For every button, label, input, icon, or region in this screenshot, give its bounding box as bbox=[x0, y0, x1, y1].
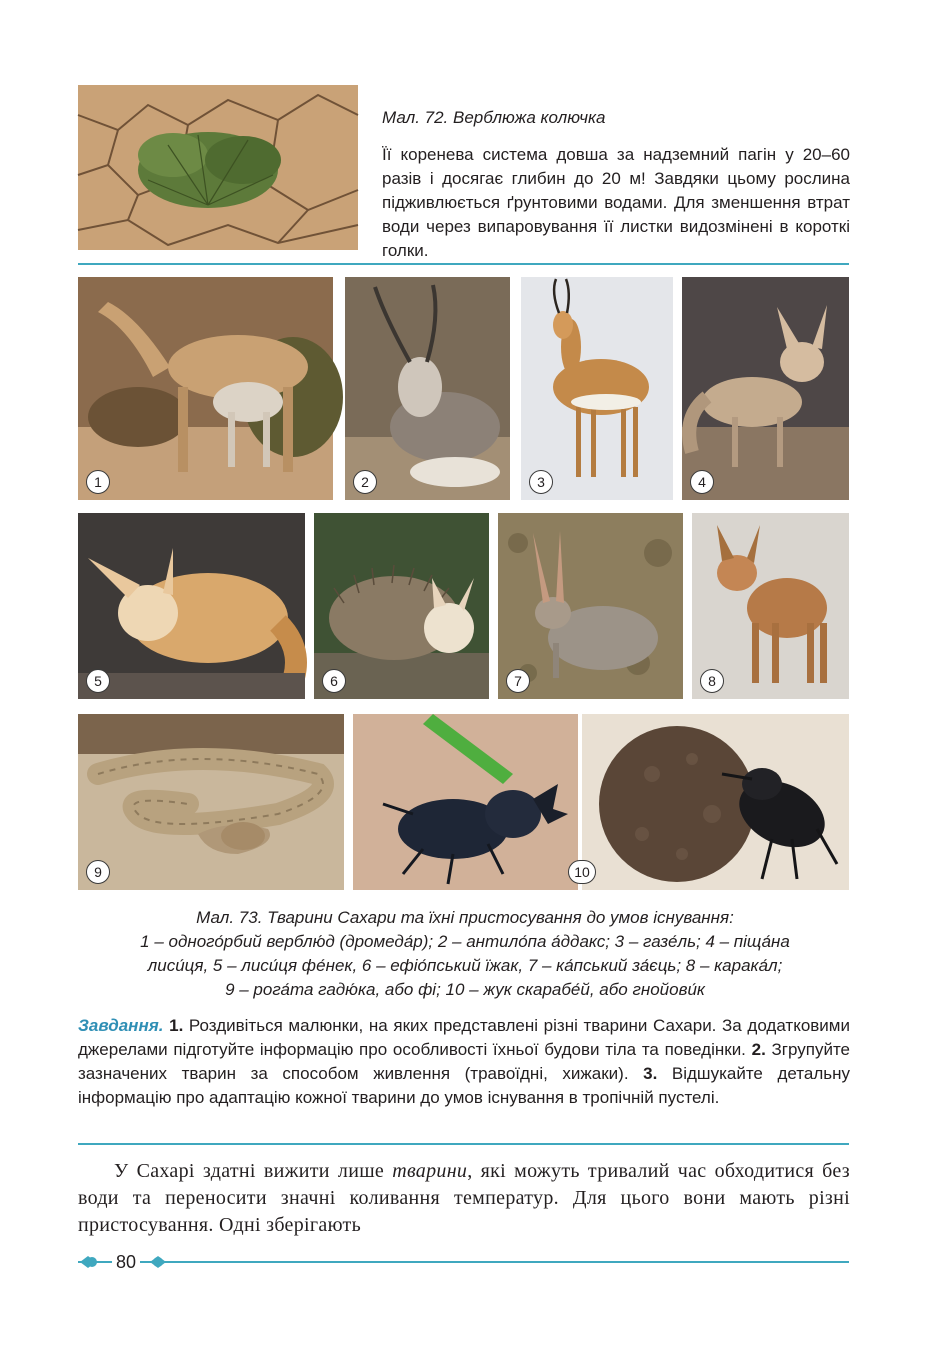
photo-number: 4 bbox=[690, 470, 714, 494]
task-text: Згрупуйте зазначених тварин за способом живлення (травоїдні, хижаки). bbox=[78, 1040, 851, 1083]
photo-fennec bbox=[78, 513, 305, 699]
photo-number: 2 bbox=[353, 470, 377, 494]
task-label: Завдання. bbox=[78, 1016, 164, 1035]
body-text-part: , які можуть тривалий час обходитися без води та переносити значні коливання температур. Для цього вони мають різні пристосування. Одні зберігають bbox=[78, 1160, 851, 1236]
task-divider bbox=[78, 1143, 849, 1145]
photo-number: 3 bbox=[529, 470, 553, 494]
photo-addax bbox=[345, 277, 510, 500]
photo-ethiopian-hedgehog bbox=[314, 513, 489, 699]
photo-number: 1 bbox=[86, 470, 110, 494]
body-text-part: У Сахарі здатні вижити лише bbox=[114, 1160, 393, 1182]
photo-dromedary bbox=[78, 277, 333, 500]
top-divider bbox=[78, 263, 849, 265]
body-paragraph bbox=[78, 1158, 850, 1239]
task-text: Роздивіться малюнки, на яких представлені різні тварини Сахари. За додатковими джерелами підготуйте інформацію про особливості їхньої будови тіла та поведінки. bbox=[78, 1016, 850, 1059]
photo-number: 8 bbox=[700, 669, 724, 693]
fig73-caption-line: 9 – рога́та гадю́ка, або фі; 10 – жук скарабе́й, або гнойови́к bbox=[225, 980, 705, 999]
photo-number: 10 bbox=[568, 860, 596, 884]
fig73-caption bbox=[70, 906, 860, 1002]
photo-number: 7 bbox=[506, 669, 530, 693]
body-emphasis: тварини bbox=[392, 1160, 468, 1182]
page-number: 80 bbox=[112, 1252, 140, 1272]
fig73-caption-line: 1 – одного́рбий верблю́д (дромеда́р); 2 – антило́па а́ддакс; 3 – газе́ль; 4 – піща́на bbox=[140, 932, 790, 951]
photo-cape-hare bbox=[498, 513, 683, 699]
fig73-caption-line: лиси́ця, 5 – лиси́ця фе́нек, 6 – ефіо́пський їжак, 7 – ка́пський за́єць; 8 – карака́л; bbox=[147, 956, 783, 975]
photo-number: 9 bbox=[86, 860, 110, 884]
task-number: 2. bbox=[751, 1040, 766, 1059]
photo-number: 5 bbox=[86, 669, 110, 693]
fig73-caption-line: Мал. 73. Тварини Сахари та їхні пристосування до умов існування: bbox=[196, 908, 734, 927]
photo-sand-fox bbox=[682, 277, 849, 500]
fig72-title: Мал. 72. Верблюжа колючка bbox=[382, 108, 606, 127]
page-footer-ornament bbox=[78, 1252, 849, 1272]
task-block bbox=[78, 1014, 850, 1110]
task-number: 1. bbox=[169, 1016, 184, 1035]
photo-number: 6 bbox=[322, 669, 346, 693]
task-number: 3. bbox=[643, 1064, 658, 1083]
photo-beetle bbox=[353, 714, 578, 890]
photo-caracal bbox=[692, 513, 849, 699]
camel-thorn-photo bbox=[78, 85, 358, 250]
task-text: Відшукайте детальну інформацію про адаптацію кожної тварини до умов існування в тропічній пустелі. bbox=[78, 1064, 850, 1107]
photo-scarab-dung-ball bbox=[574, 714, 849, 890]
photo-horned-viper bbox=[78, 714, 344, 890]
photo-gazelle bbox=[521, 277, 673, 500]
fig72-description: Її коренева система довша за надземний пагін у 20–60 разів і досягає глибин до 20 м! Завдяки цьому рослина підживлюється ґрунтовими водами. Для зменшення втрат води через випаровування її листки видозмінені в короткі голки. bbox=[382, 145, 850, 260]
